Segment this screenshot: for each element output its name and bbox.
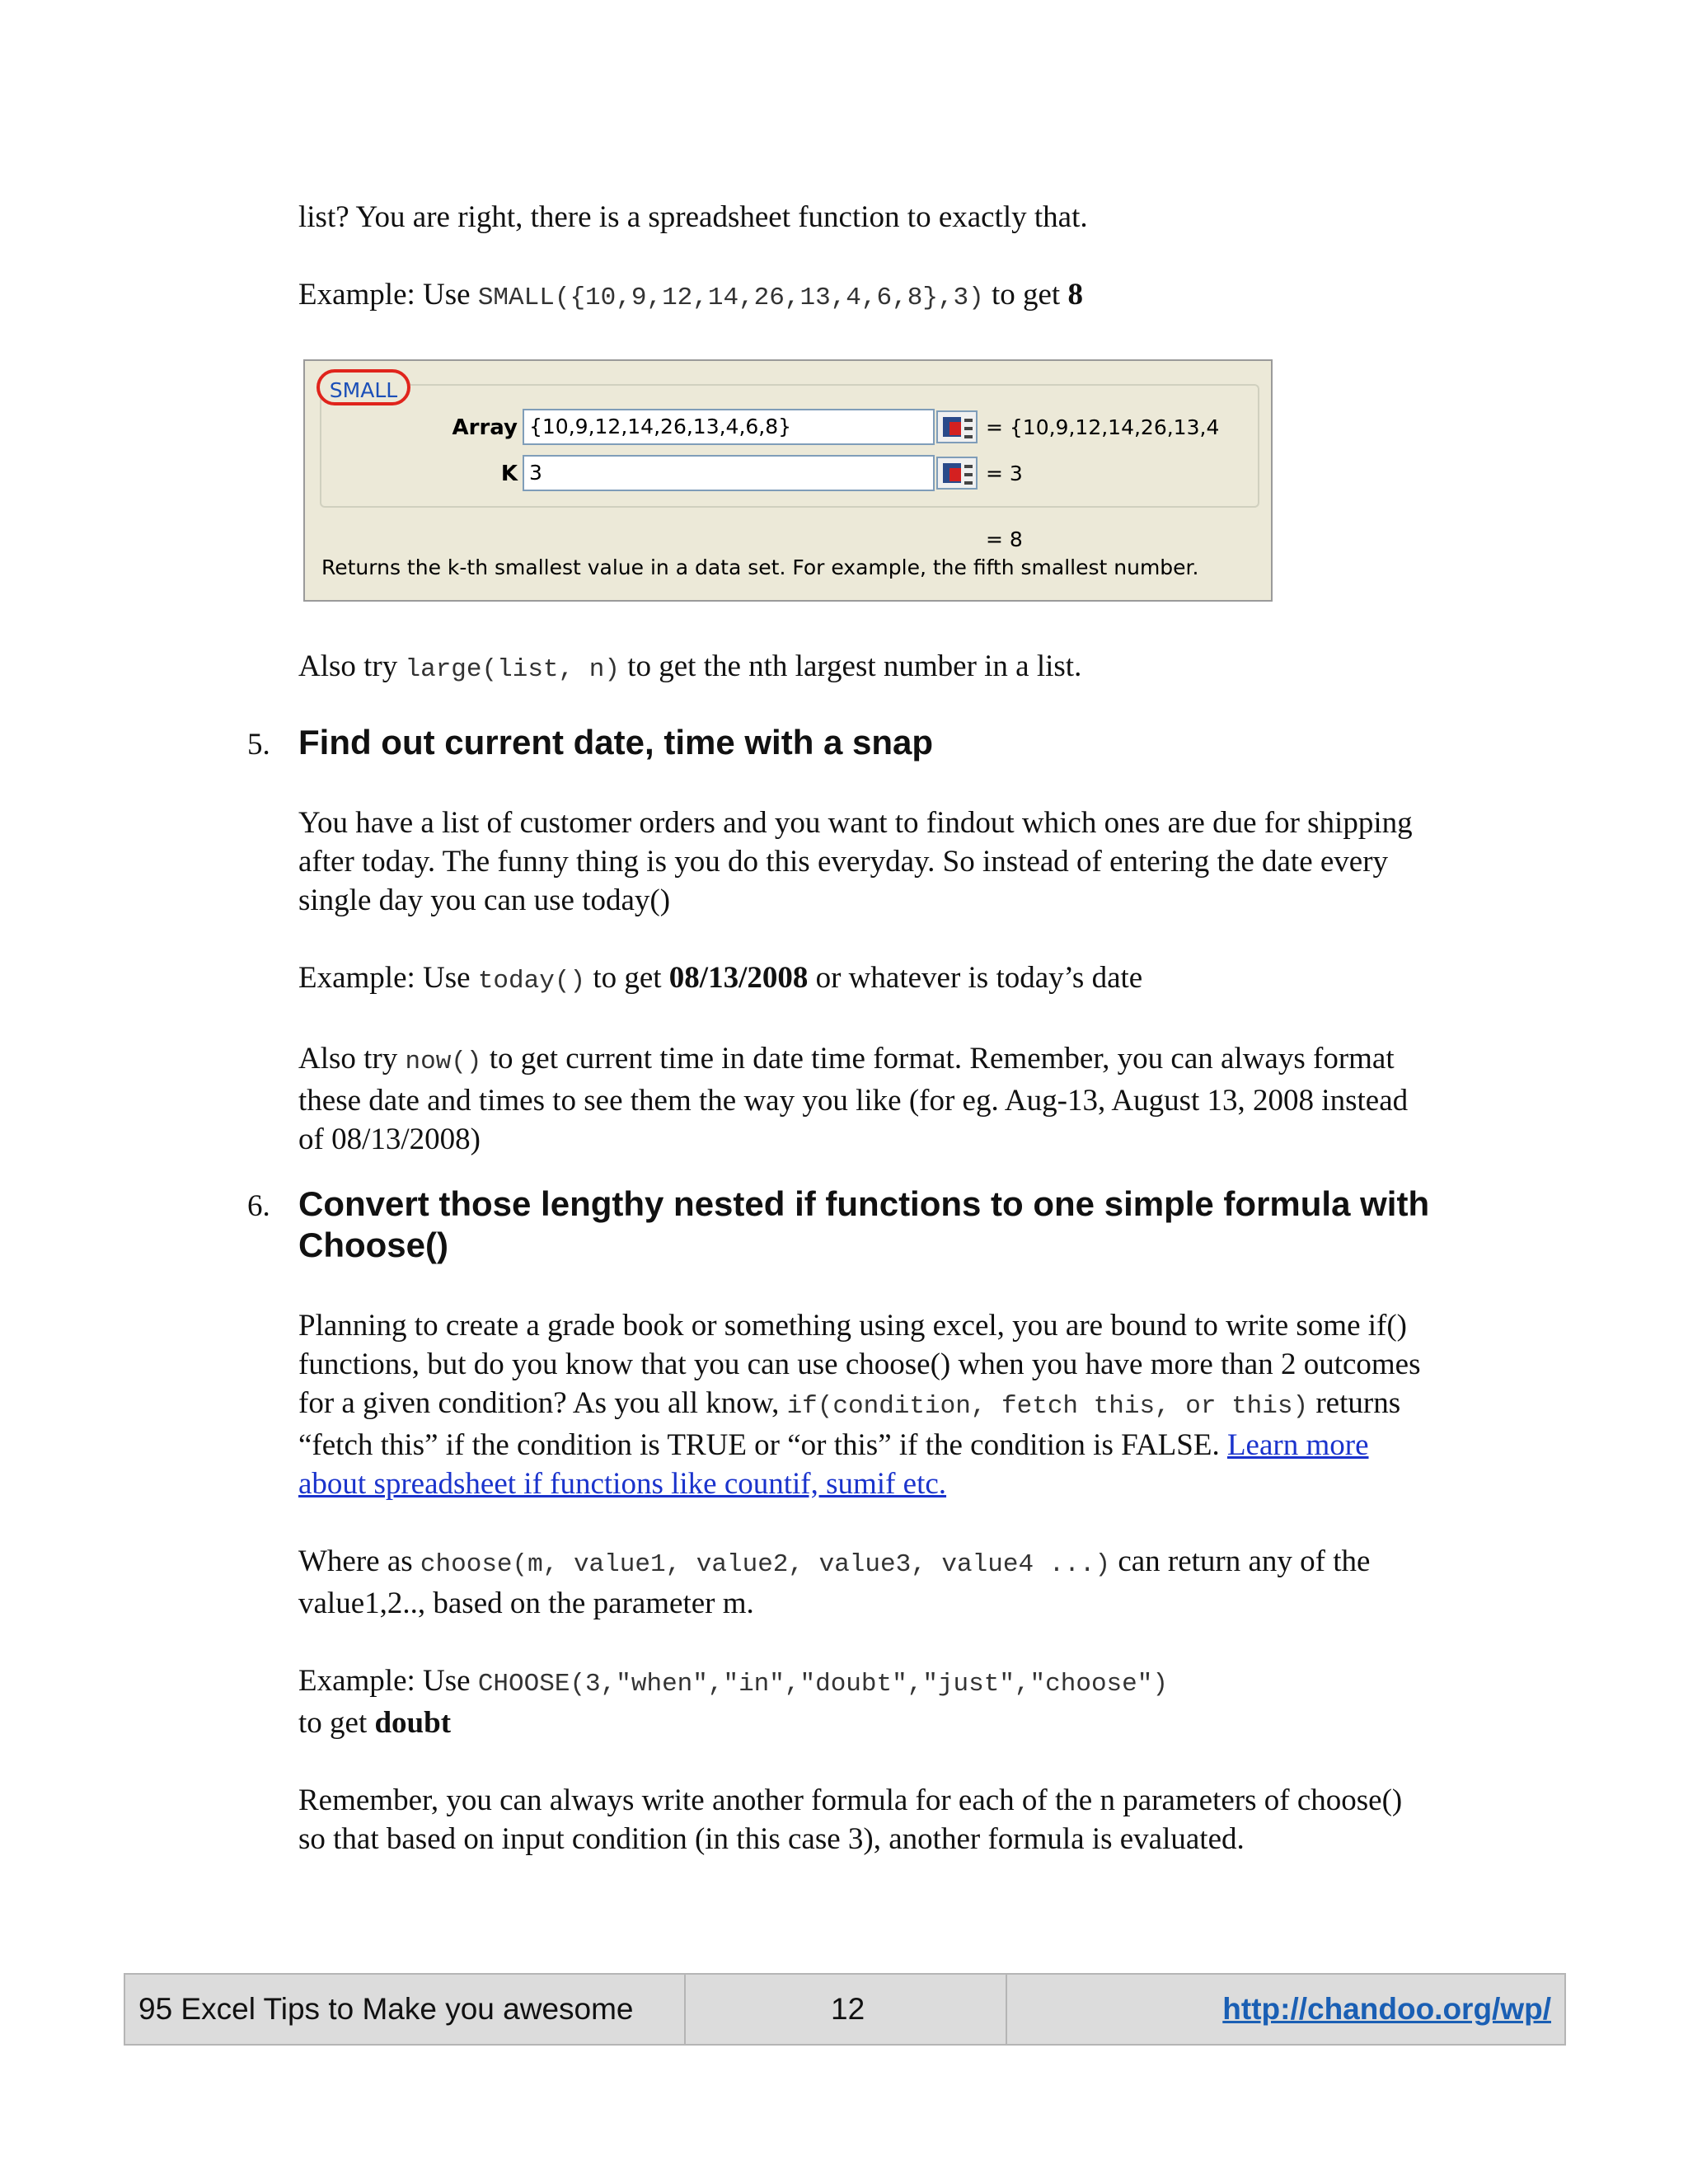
now-paragraph: Also try now() to get current time in date time format. Remember, you can always format these date and times to see them the way you like (for eg. Aug-13, August 13, 2008 instead of 08/13/2008) (298, 1042, 1409, 1156)
function-arguments-dialog (303, 359, 1273, 602)
formula-result: = 8 (986, 527, 1023, 551)
also-large-block (298, 647, 1436, 689)
array-range-select-icon[interactable] (936, 410, 978, 443)
paragraph: Planning to create a grade book or something using excel, you are bound to write some if() functions, but do you know that you can use choose() when you have more than 2 outcomes for a given condition? As you all know, if(condition, fetch this, or this) returns “fetch this” if the condition is TRUE or “or this” if the condition is FALSE. Learn more about spreadsheet if functions like countif, sumif etc. (298, 1309, 1421, 1501)
section-title: Convert those lengthy nested if functions to one simple formula with Choose() (298, 1184, 1430, 1264)
code-snippet: today() (477, 967, 586, 996)
code-snippet: large(list, n) (405, 655, 620, 684)
page-number: 12 (831, 1992, 865, 2026)
example-result: doubt (374, 1706, 452, 1740)
intro-block (298, 198, 1436, 317)
choose-example: Example: Use CHOOSE(3,"when","in","doubt","just","choose") to get doubt (298, 1664, 1168, 1740)
section-number: 5. (247, 728, 270, 762)
footer-url-link[interactable]: http://chandoo.org/wp/ (1222, 1992, 1551, 2026)
code-snippet: now() (405, 1047, 482, 1076)
example-result: 8 (1067, 278, 1083, 312)
k-label: K (500, 462, 518, 486)
section-6-body (298, 1306, 1436, 1858)
function-name-label: SMALL (316, 369, 410, 405)
today-example: Example: Use today() to get 08/13/2008 or whatever is today’s date (298, 961, 1143, 996)
section-title: Find out current date, time with a snap (298, 723, 934, 762)
k-input[interactable]: 3 (523, 455, 935, 491)
book-title: 95 Excel Tips to Make you awesome (138, 1992, 634, 2026)
code-snippet: CHOOSE(3,"when","in","doubt","just","choose") (477, 1670, 1168, 1699)
code-snippet: SMALL({10,9,12,14,26,13,4,6,8},3) (477, 284, 984, 312)
section-5-body (298, 804, 1436, 1159)
k-result: = 3 (986, 462, 1023, 485)
if-functions-link[interactable]: Learn more about spreadsheet if functions like countif, sumif etc. (298, 1428, 1369, 1501)
section-number: 6. (247, 1189, 270, 1223)
small-example: Example: Use SMALL({10,9,12,14,26,13,4,6,8},3) to get 8 (298, 278, 1083, 312)
code-snippet: if(condition, fetch this, or this) (786, 1392, 1309, 1421)
array-input[interactable]: {10,9,12,14,26,13,4,6,8} (523, 409, 935, 445)
code-snippet: choose(m, value1, value2, value3, value4 ...) (420, 1550, 1111, 1579)
page-footer (124, 1973, 1566, 2046)
paragraph: You have a list of customer orders and you want to findout which ones are due for shipping after today. The funny thing is you do this everyday. So instead of entering the date every single day you can use today() (298, 806, 1413, 917)
choose-paragraph: Where as choose(m, value1, value2, value3, value4 ...) can return any of the value1,2.., based on the parameter m. (298, 1544, 1371, 1620)
k-range-select-icon[interactable] (936, 457, 978, 490)
example-result: 08/13/2008 (668, 961, 809, 995)
array-result: = {10,9,12,14,26,13,4 (986, 415, 1220, 439)
intro-text: list? You are right, there is a spreadsheet function to exactly that. (298, 200, 1088, 234)
function-description: Returns the k-th smallest value in a data set. For example, the fifth smallest number. (321, 555, 1199, 579)
array-label: Array (452, 415, 518, 440)
also-large-text: Also try large(list, n) to get the nth largest number in a list. (298, 649, 1082, 684)
paragraph: Remember, you can always write another formula for each of the n parameters of choose() so that based on input condition (in this case 3), another formula is evaluated. (298, 1783, 1403, 1856)
